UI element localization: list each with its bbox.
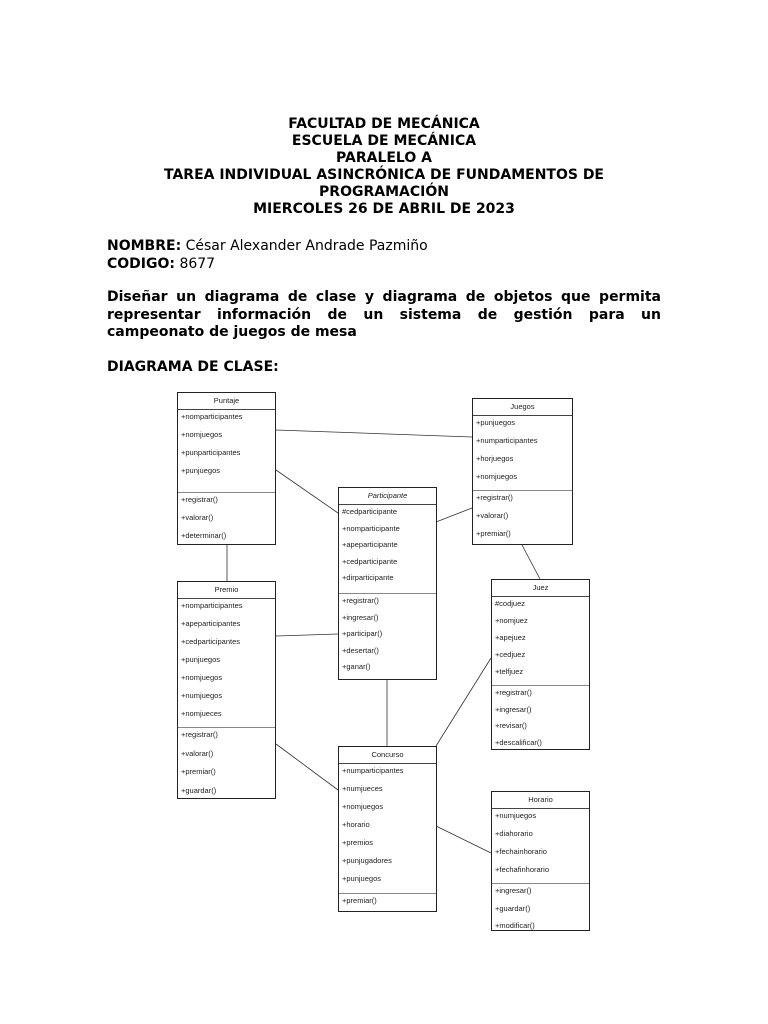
attribute: +nomjueces (181, 709, 222, 718)
attribute: +punparticipantes (181, 448, 241, 457)
class-name: Juegos (473, 399, 572, 416)
class-operations (339, 594, 436, 679)
attribute: +cedparticipante (342, 556, 398, 566)
class-attributes (178, 599, 275, 728)
attribute: +telfjuez (495, 667, 524, 676)
class-juez (491, 579, 590, 750)
association-puntaje-juegos (276, 430, 472, 437)
association-juegos-participante (436, 508, 472, 522)
attribute: +punjuegos (342, 874, 381, 883)
operation: +ganar() (342, 662, 371, 671)
class-name: Premio (178, 582, 275, 599)
operation: +premiar() (342, 896, 377, 905)
operation: +ingresar() (495, 886, 532, 895)
attribute: +diahorario (495, 829, 533, 838)
operation: +ingresar() (342, 612, 379, 622)
attribute: +nomjuegos (476, 472, 518, 481)
attribute: +numjueces (342, 784, 383, 793)
heading-line-parallel: PARALELO A (336, 150, 432, 166)
section-title: DIAGRAMA DE CLASE: (107, 359, 279, 375)
operation: +modificar() (495, 921, 535, 930)
attribute: +cedjuez (495, 650, 526, 659)
attribute: +punjuegos (476, 418, 515, 427)
operation: +desertar() (342, 645, 379, 655)
attribute: +numparticipantes (476, 436, 538, 445)
operation: +registrar() (342, 596, 379, 605)
operation: +determinar() (181, 531, 227, 540)
class-premio (177, 581, 276, 799)
class-name: Puntaje (178, 393, 275, 410)
class-operations (492, 686, 589, 754)
attribute: +fechainhorario (495, 847, 547, 856)
operation: +guardar() (495, 903, 531, 913)
association-juegos-juez (522, 545, 540, 579)
operation: +registrar() (476, 493, 513, 502)
class-name: Horario (492, 792, 589, 809)
class-name: Participante (339, 488, 436, 505)
class-concurso (338, 746, 437, 912)
attribute: +nomjuegos (181, 673, 223, 682)
class-attributes (339, 505, 436, 594)
heading-line-date: MIERCOLES 26 DE ABRIL DE 2023 (253, 201, 515, 217)
class-operations (178, 728, 275, 804)
class-operations (473, 491, 572, 547)
heading-line-faculty: FACULTAD DE MECÁNICA (288, 116, 480, 132)
class-attributes (178, 410, 275, 493)
class-participante (338, 487, 437, 680)
attribute: +apejuez (495, 633, 526, 642)
association-concurso-horario (436, 826, 491, 853)
heading-line-school: ESCUELA DE MECÁNICA (291, 133, 477, 149)
association-puntaje-participante (276, 470, 338, 513)
heading-line-assignment: TAREA INDIVIDUAL ASINCRÓNICA DE FUNDAMENTOS DE (163, 167, 604, 183)
class-operations (492, 884, 589, 939)
class-operations (339, 894, 436, 912)
attribute: +horjuegos (476, 454, 514, 463)
attribute: +nomparticipantes (181, 412, 243, 421)
attribute: +punjuegos (181, 655, 220, 664)
operation: +descalificar() (495, 737, 542, 747)
attribute: +numjuegos (181, 691, 223, 700)
association-juez-concurso (436, 658, 491, 746)
class-attributes (339, 764, 436, 894)
operation: +registrar() (495, 688, 532, 697)
class-juegos (472, 398, 573, 545)
operation: +registrar() (181, 495, 218, 504)
operation: +revisar() (495, 721, 527, 730)
operation: +ingresar() (495, 704, 532, 714)
class-attributes (473, 416, 572, 491)
attribute: +numjuegos (495, 811, 537, 820)
task-statement: Diseñar un diagrama de clase y diagrama de objetos que permita representar información de un sistema de gestión para un campeonato de juegos de mesa (107, 289, 661, 340)
attribute: +apeparticipantes (181, 619, 241, 628)
operation: +valorar() (181, 513, 214, 522)
code-label: CODIGO: (107, 256, 175, 272)
attribute: +nomparticipante (342, 523, 400, 533)
class-puntaje (177, 392, 276, 545)
name-label: NOMBRE: (107, 238, 182, 254)
class-attributes (492, 809, 589, 884)
class-name: Juez (492, 580, 589, 597)
class-attributes (492, 597, 589, 686)
attribute: +nomjuegos (342, 802, 384, 811)
operation: +premiar() (181, 767, 216, 776)
name-value: César Alexander Andrade Pazmiño (181, 238, 428, 254)
operation: +valorar() (476, 511, 509, 520)
attribute: +cedparticipantes (181, 637, 240, 646)
attribute: +punjuegos (181, 466, 220, 475)
attribute: +numparticipantes (342, 766, 404, 775)
attribute: +fechafinhorario (495, 865, 549, 874)
attribute: +nomjuegos (181, 430, 223, 439)
operation: +participar() (342, 629, 383, 638)
attribute: +apeparticipante (342, 540, 398, 549)
attribute: +nomjuez (495, 616, 528, 625)
attribute: +dirparticipante (342, 573, 394, 582)
attribute: +premios (342, 838, 374, 847)
class-name: Concurso (339, 747, 436, 764)
class-operations (178, 493, 275, 549)
operation: +guardar() (181, 785, 217, 795)
heading-line-subject: PROGRAMACIÓN (319, 184, 449, 200)
code-value: 8677 (175, 256, 216, 272)
attribute: +punjugadores (342, 856, 392, 865)
association-premio-participante (276, 634, 338, 636)
association-premio-concurso (276, 744, 338, 790)
class-horario (491, 791, 590, 931)
operation: +premiar() (476, 529, 511, 538)
attribute: +horario (342, 820, 370, 829)
operation: +registrar() (181, 730, 218, 739)
attribute: #cedparticipante (342, 507, 398, 516)
operation: +valorar() (181, 748, 214, 758)
attribute: +nomparticipantes (181, 601, 243, 610)
attribute: #codjuez (495, 599, 526, 608)
